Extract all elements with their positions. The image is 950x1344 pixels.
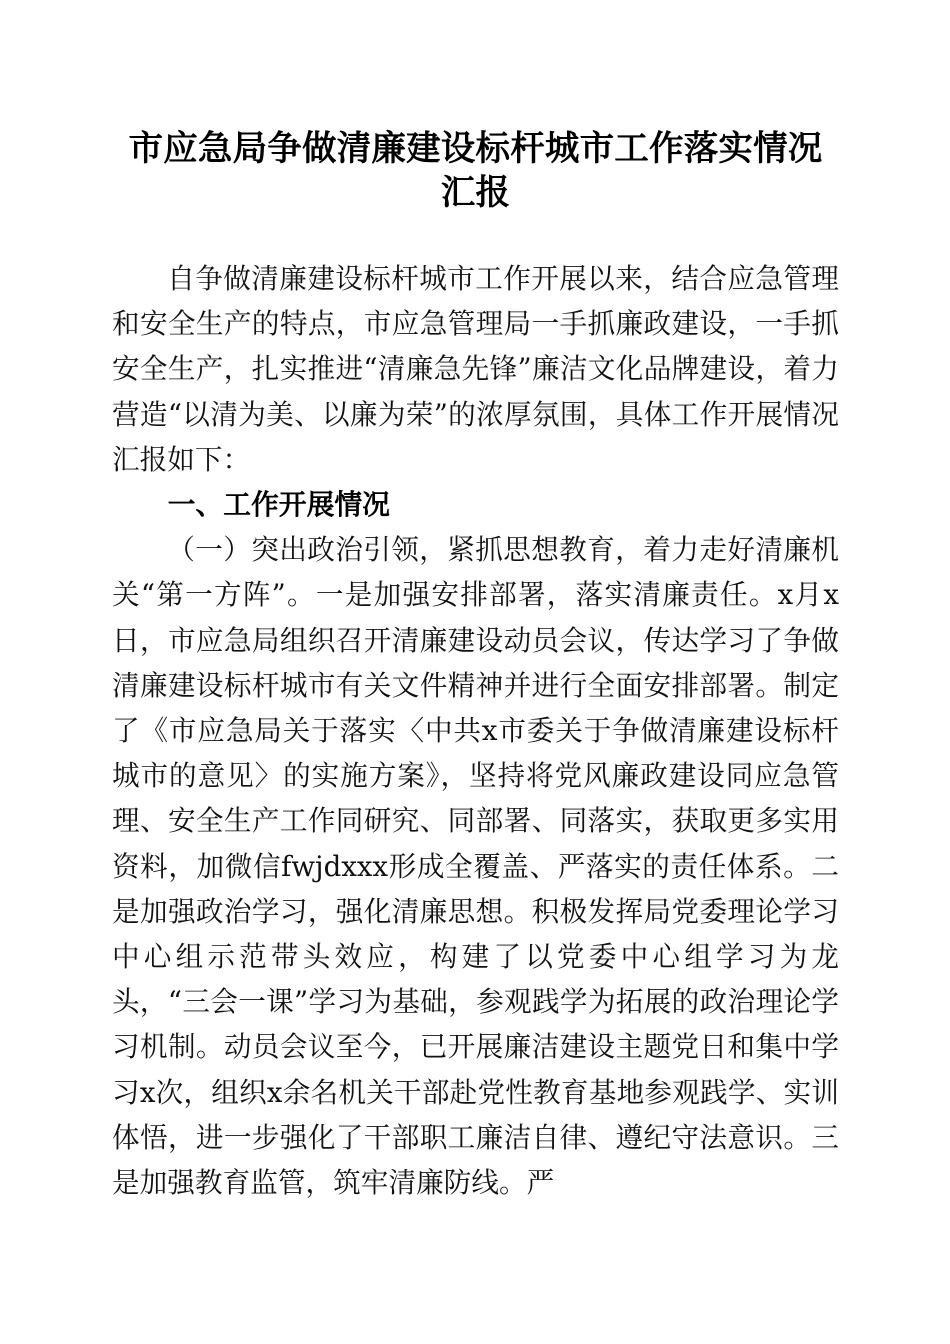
document-title: 市应急局争做清廉建设标杆城市工作落实情况汇报 <box>128 130 823 212</box>
section-heading-work-progress: 一、工作开展情况 <box>167 489 390 521</box>
paragraph-intro: 自争做清廉建设标杆城市工作开展以来，结合应急管理和安全生产的特点，市应急管理局一手抓廉政建设，一手抓安全生产，扎实推进“清廉急先锋”廉洁文化品牌建设，着力营造“以清为美、以廉为荣”的浓厚氛围，具体工作开展情况汇报如下： <box>112 262 839 476</box>
document-content <box>112 0 839 1205</box>
paragraph-section-1-item-1: （一）突出政治引领，紧抓思想教育，着力走好清廉机关“第一方阵”。一是加强安排部署，落实清廉责任。x月x日，市应急局组织召开清廉建设动员会议，传达学习了争做清廉建设标杆城市有关文件精神并进行全面安排部署。制定了《市应急局关于落实〈中共x市委关于争做清廉建设标杆城市的意见〉的实施方案》，坚持将党风廉政建设同应急管理、安全生产工作同研究、同部署、同落实，获取更多实用资料，加微信fwjdxxx形成全覆盖、严落实的责任体系。二是加强政治学习，强化清廉思想。积极发挥局党委理论学习中心组示范带头效应，构建了以党委中心组学习为龙头，“三会一课”学习为基础，参观践学为拓展的政治理论学习机制。动员会议至今，已开展廉洁建设主题党日和集中学习x次，组织x余名机关干部赴党性教育基地参观践学、实训体悟，进一步强化了干部职工廉洁自律、遵纪守法意识。三是加强教育监管，筑牢清廉防线。严 <box>112 533 839 1200</box>
